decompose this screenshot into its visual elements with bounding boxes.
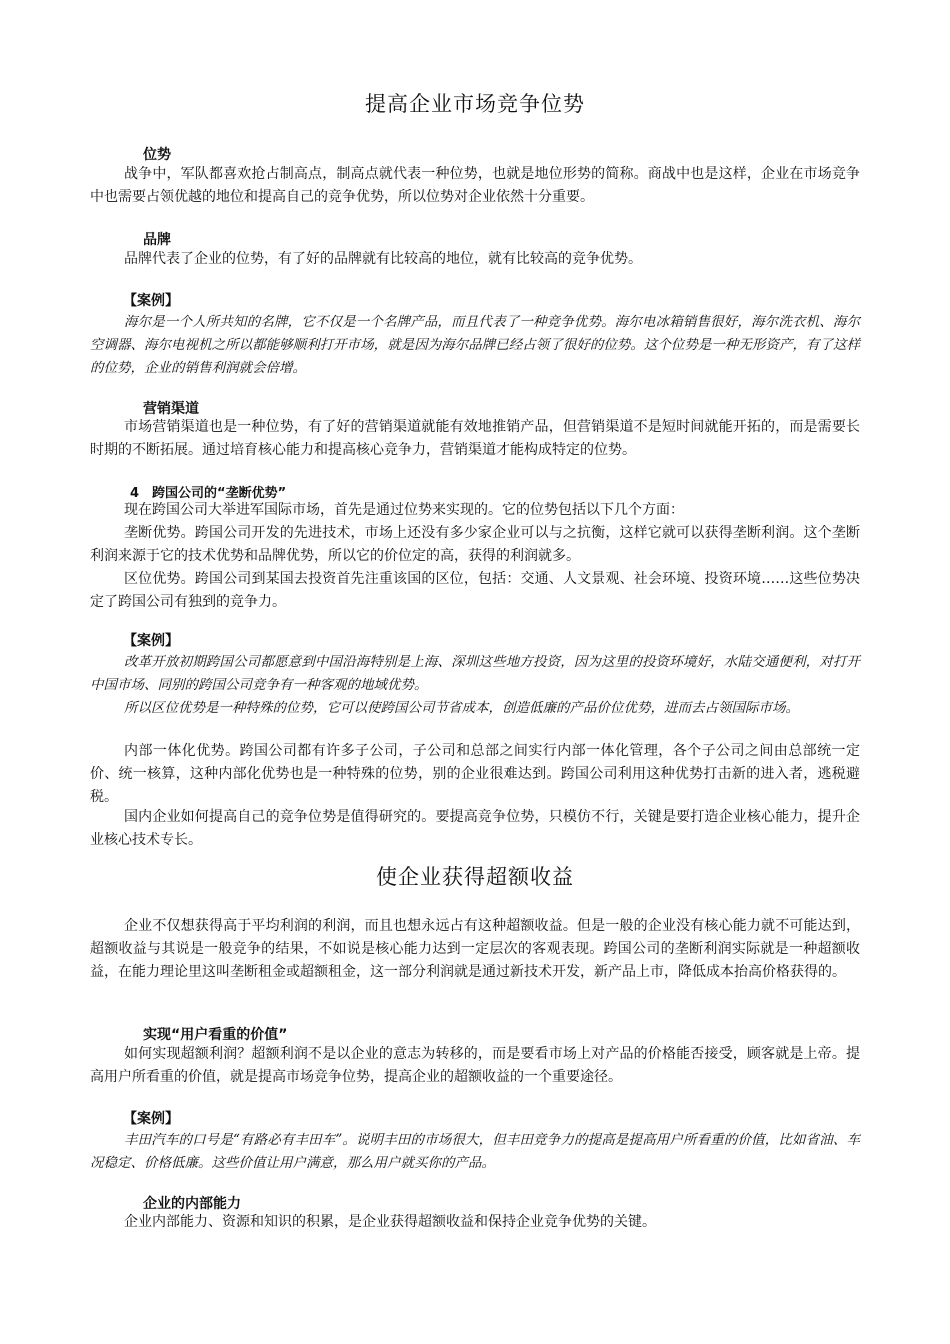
paragraph-monopoly: 垄断优势。跨国公司开发的先进技术，市场上还没有多少家企业可以与之抗衡，这样它就可以获得垄断利润。这个垄断利润来源于它的技术优势和品牌优势，所以它的价位定的高，获得的利润就多。 (90, 525, 860, 564)
paragraph-excess-returns: 企业不仅想获得高于平均利润的利润，而且也想永远占有这种超额收益。但是一般的企业没有核心能力就不可能达到，超额收益与其说是一般竞争的结果，不如说是核心能力达到一定层次的客观表现。跨国公司的垄断利润实际就是一种超额收益，在能力理论里这叫垄断租金或超额租金，这一部分利润就是通过新技术开发，新产品上市，降低成本抬高价格获得的。 (90, 918, 860, 980)
paragraph-internal-capability: 企业内部能力、资源和知识的积累，是企业获得超额收益和保持企业竞争优势的关键。 (124, 1214, 656, 1230)
paragraph-location-advantage: 区位优势。跨国公司到某国去投资首先注重该国的区位，包括：交通、人文景观、社会环境、投资环境……这些位势决定了跨国公司有独到的竞争力。 (90, 571, 860, 610)
heading-case-haier: 【案例】 (123, 293, 179, 309)
heading-internal-capability: 企业的内部能力 (143, 1196, 241, 1212)
section-title-excess-returns: 使企业获得超额收益 (376, 865, 574, 889)
paragraph-case-haier: 海尔是一个人所共知的名牌，它不仅是一个名牌产品，而且代表了一种竞争优势。海尔电冰箱销售很好，海尔洗衣机、海尔空调器、海尔电视机之所以都能够顺利打开市场，就是因为海尔品牌已经占领了很好的位势。这个位势是一种无形资产，有了这样的位势，企业的销售利润就会倍增。 (90, 314, 860, 376)
heading-user-value: 实现“用户看重的价值” (143, 1027, 288, 1043)
heading-brand: 品牌 (143, 232, 171, 248)
paragraph-case-coastal: 改革开放初期跨国公司都愿意到中国沿海特别是上海、深圳这些地方投资，因为这里的投资环境好，水陆交通便利，对打开中国市场、同别的跨国公司竞争有一种客观的地域优势。 (90, 654, 860, 693)
paragraph-case-toyota: 丰田汽车的口号是“有路必有丰田车”。说明丰田的市场很大，但丰田竞争力的提高是提高用户所看重的价值，比如省油、车况稳定、价格低廉。这些价值让用户满意，那么用户就买你的产品。 (90, 1132, 860, 1171)
heading-marketing-channel: 营销渠道 (143, 401, 199, 417)
paragraph-multinational-intro: 现在跨国公司大举进军国际市场，首先是通过位势来实现的。它的位势包括以下几个方面： (124, 502, 684, 518)
heading-case-toyota: 【案例】 (123, 1111, 179, 1127)
section-title-competitive-position: 提高企业市场竞争位势 (365, 92, 585, 116)
heading-case-coastal: 【案例】 (123, 633, 179, 649)
paragraph-brand: 品牌代表了企业的位势，有了好的品牌就有比较高的地位，就有比较高的竞争优势。 (124, 251, 642, 267)
paragraph-domestic-enterprises: 国内企业如何提高自己的竞争位势是值得研究的。要提高竞争位势，只模仿不行，关键是要打造企业核心能力，提升企业核心技术专长。 (90, 809, 860, 848)
paragraph-internal-integration: 内部一体化优势。跨国公司都有许多子公司，子公司和总部之间实行内部一体化管理，各个子公司之间由总部统一定价、统一核算，这种内部化优势也是一种特殊的位势，别的企业很难达到。跨国公司利用这种优势打击新的进入者，逃税避税。 (90, 743, 860, 805)
paragraph-location-summary: 所以区位优势是一种特殊的位势，它可以使跨国公司节省成本，创造低廉的产品价位优势，进而去占领国际市场。 (124, 700, 799, 716)
heading-position: 位势 (143, 147, 171, 163)
paragraph-user-value: 如何实现超额利润？超额利润不是以企业的意志为转移的，而是要看市场上对产品的价格能否接受，顾客就是上帝。提高用户所看重的价值，就是提高市场竞争位势，提高企业的超额收益的一个重要途径。 (90, 1046, 860, 1085)
heading-monopoly-advantage: 4 跨国公司的“垄断优势” (130, 486, 287, 501)
paragraph-marketing-channel: 市场营销渠道也是一种位势，有了好的营销渠道就能有效地推销产品，但营销渠道不是短时间就能开拓的，而是需要长时期的不断拓展。通过培育核心能力和提高核心竞争力，营销渠道才能构成特定的位势。 (90, 419, 860, 458)
paragraph-position: 战争中，军队都喜欢抢占制高点，制高点就代表一种位势，也就是地位形势的简称。商战中也是这样，企业在市场竞争中也需要占领优越的地位和提高自己的竞争优势，所以位势对企业依然十分重要。 (90, 166, 860, 205)
